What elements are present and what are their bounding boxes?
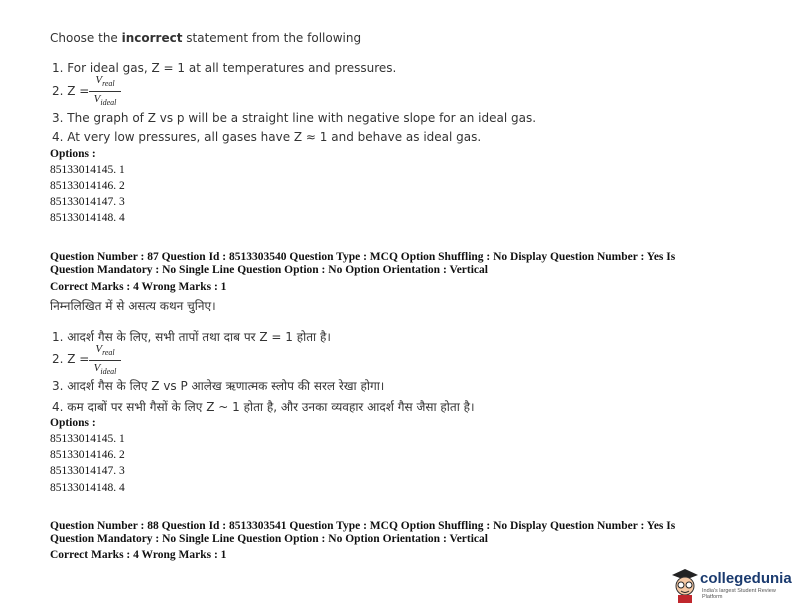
question-88-meta-line-2: Question Mandatory : No Single Line Question Option : No Option Orientation : Vertical <box>50 533 488 545</box>
z-fraction: $V_{real}$ $V_{ideal}$ <box>89 74 121 109</box>
statement-1: 1. For ideal gas, Z = 1 at all temperatures and pressures. <box>52 61 397 75</box>
option-3-hindi: 85133014147. 3 <box>50 465 125 477</box>
graduate-mascot-icon <box>670 566 700 604</box>
question-marks: Correct Marks : 4 Wrong Marks : 1 <box>50 281 227 293</box>
question-prompt-hindi: निम्नलिखित में से असत्य कथन चुनिए। <box>50 299 216 313</box>
option-1: 85133014145. 1 <box>50 164 125 176</box>
question-meta-line-2: Question Mandatory : No Single Line Question Option : No Option Orientation : Vertical <box>50 264 488 276</box>
statement-4: 4. At very low pressures, all gases have Z ≈ 1 and behave as ideal gas. <box>52 130 482 144</box>
option-3: 85133014147. 3 <box>50 196 125 208</box>
question-88-marks: Correct Marks : 4 Wrong Marks : 1 <box>50 549 227 561</box>
collegedunia-logo <box>670 566 792 606</box>
option-4-hindi: 85133014148. 4 <box>50 482 125 494</box>
statement-3-hindi: 3. आदर्श गैस के लिए Z vs P आलेख ऋणात्मक स्लोप की सरल रेखा होगा। <box>52 379 385 393</box>
z-fraction-hindi: $V_{real}$ $V_{ideal}$ <box>89 343 121 378</box>
option-2-hindi: 85133014146. 2 <box>50 449 125 461</box>
statement-1-hindi: 1. आदर्श गैस के लिए, सभी तापों तथा दाब पर Z = 1 होता है। <box>52 330 331 344</box>
statement-2-prefix-hindi: 2. Z = <box>52 352 90 366</box>
option-1-hindi: 85133014145. 1 <box>50 433 125 445</box>
logo-tagline: India's largest Student Review Platform <box>702 588 776 600</box>
statement-3: 3. The graph of Z vs p will be a straight line with negative slope for an ideal gas. <box>52 111 537 125</box>
options-label-hindi: Options : <box>50 417 96 429</box>
statement-4-hindi: 4. कम दाबों पर सभी गैसों के लिए Z ~ 1 होता है, और उनका व्यवहार आदर्श गैस जैसा होता है। <box>52 400 475 414</box>
question-prompt: Choose the incorrect statement from the following <box>50 31 362 45</box>
options-label: Options : <box>50 148 96 160</box>
prompt-emphasis: incorrect <box>121 31 183 45</box>
option-2: 85133014146. 2 <box>50 180 125 192</box>
question-meta-line-1: Question Number : 87 Question Id : 8513303540 Question Type : MCQ Option Shuffling : No Display Question Number : Yes Is <box>50 251 676 263</box>
question-88-meta-line-1: Question Number : 88 Question Id : 8513303541 Question Type : MCQ Option Shuffling : No Display Question Number : Yes Is <box>50 520 676 532</box>
logo-brand: collegedunia <box>700 570 792 587</box>
option-4: 85133014148. 4 <box>50 212 125 224</box>
statement-2-prefix: 2. Z = <box>52 84 90 98</box>
